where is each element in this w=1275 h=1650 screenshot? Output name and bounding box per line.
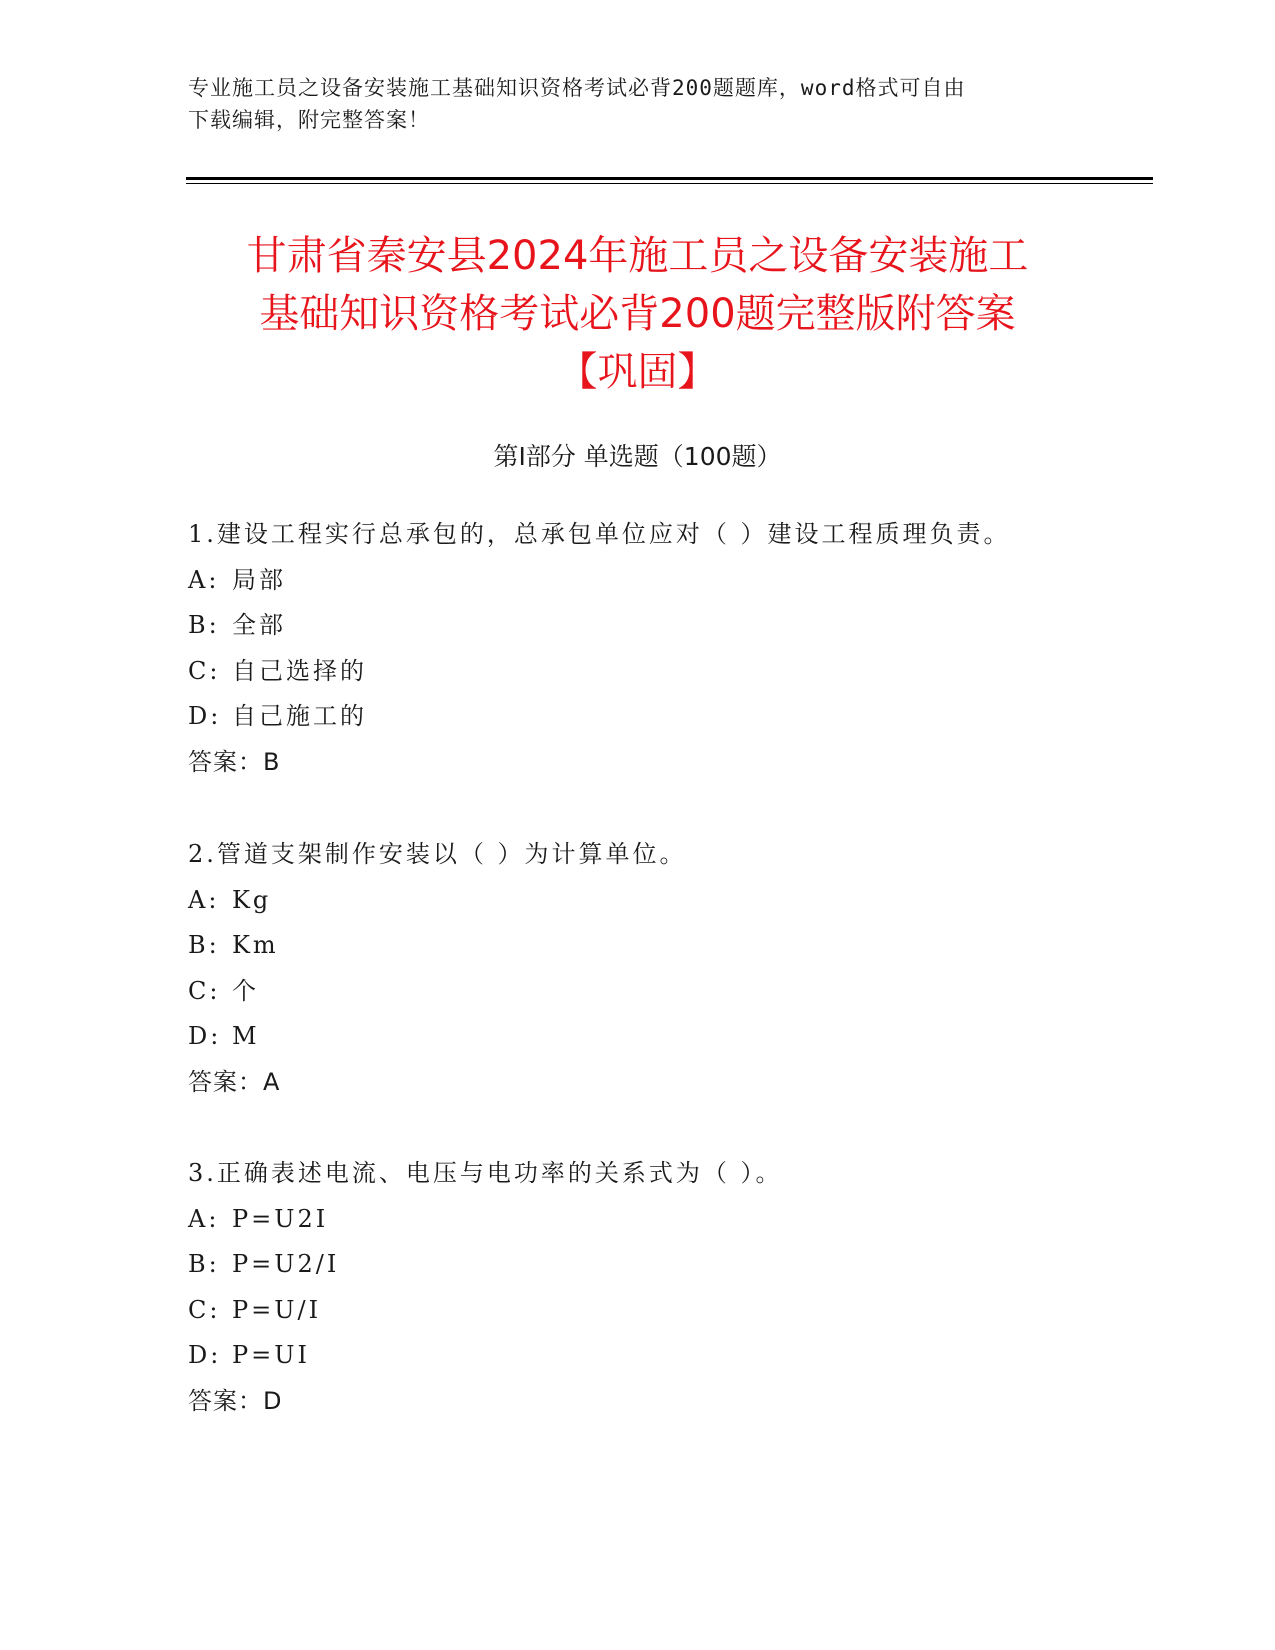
option-key: C: [188, 976, 221, 1005]
option-d [188, 1333, 1108, 1379]
answer-line: 答案：D [188, 1386, 283, 1415]
question-item [188, 832, 1108, 1105]
question-stem: 1.建设工程实行总承包的，总承包单位应对（ ）建设工程质理负责。 [188, 520, 1011, 548]
header-note-line: 专业施工员之设备安装施工基础知识资格考试必背200题题库，word格式可自由 [188, 76, 966, 100]
option-text: 局部 [232, 565, 286, 594]
option-text: 全部 [232, 611, 286, 639]
question-stem: 2.管道支架制作安装以（ ）为计算单位。 [188, 840, 687, 868]
header-note [188, 72, 1088, 136]
option-c [188, 969, 1108, 1015]
option-text: 个 [232, 976, 259, 1005]
option-text: P=UI [232, 1341, 310, 1369]
option-d [188, 694, 1108, 740]
document-title [140, 227, 1135, 401]
answer-line: 答案：B [188, 747, 281, 776]
option-b [188, 603, 1108, 649]
option-text: P=U/I [232, 1295, 322, 1324]
option-a [188, 558, 1108, 604]
option-text: M [232, 1022, 260, 1050]
option-b [188, 1242, 1108, 1288]
option-key: B: [188, 931, 220, 959]
header-divider-thin [186, 183, 1153, 184]
option-c [188, 649, 1108, 695]
option-text: Km [232, 931, 279, 959]
option-key: D: [188, 1341, 222, 1369]
option-text: P=U2I [232, 1204, 329, 1233]
option-c [188, 1288, 1108, 1334]
option-text: 自己选择的 [232, 656, 367, 685]
header-note-line: 下载编辑，附完整答案！ [188, 108, 430, 132]
option-b [188, 923, 1108, 969]
option-text: 自己施工的 [232, 702, 367, 730]
question-item [188, 1151, 1108, 1424]
section-heading: 第Ⅰ部分 单选题（100题） [493, 442, 782, 471]
option-text: P=U2/I [232, 1250, 340, 1278]
option-d [188, 1014, 1108, 1060]
title-line: 基础知识资格考试必背200题完整版附答案 [259, 291, 1016, 337]
option-text: Kg [232, 885, 272, 914]
option-key: C: [188, 1295, 221, 1324]
option-key: D: [188, 1022, 222, 1050]
question-item [188, 512, 1108, 785]
header-divider-thick [186, 177, 1153, 180]
answer-line: 答案：A [188, 1067, 281, 1096]
option-a [188, 1197, 1108, 1243]
option-key: D: [188, 702, 222, 730]
title-line: 【巩固】 [557, 349, 718, 395]
title-line: 甘肃省秦安县2024年施工员之设备安装施工 [246, 233, 1029, 279]
option-a [188, 878, 1108, 924]
option-key: B: [188, 611, 220, 639]
option-key: A: [188, 1204, 220, 1233]
option-key: C: [188, 656, 221, 685]
option-key: B: [188, 1250, 220, 1278]
option-key: A: [188, 885, 220, 914]
option-key: A: [188, 565, 220, 594]
question-stem: 3.正确表述电流、电压与电功率的关系式为（ ）。 [188, 1159, 783, 1187]
